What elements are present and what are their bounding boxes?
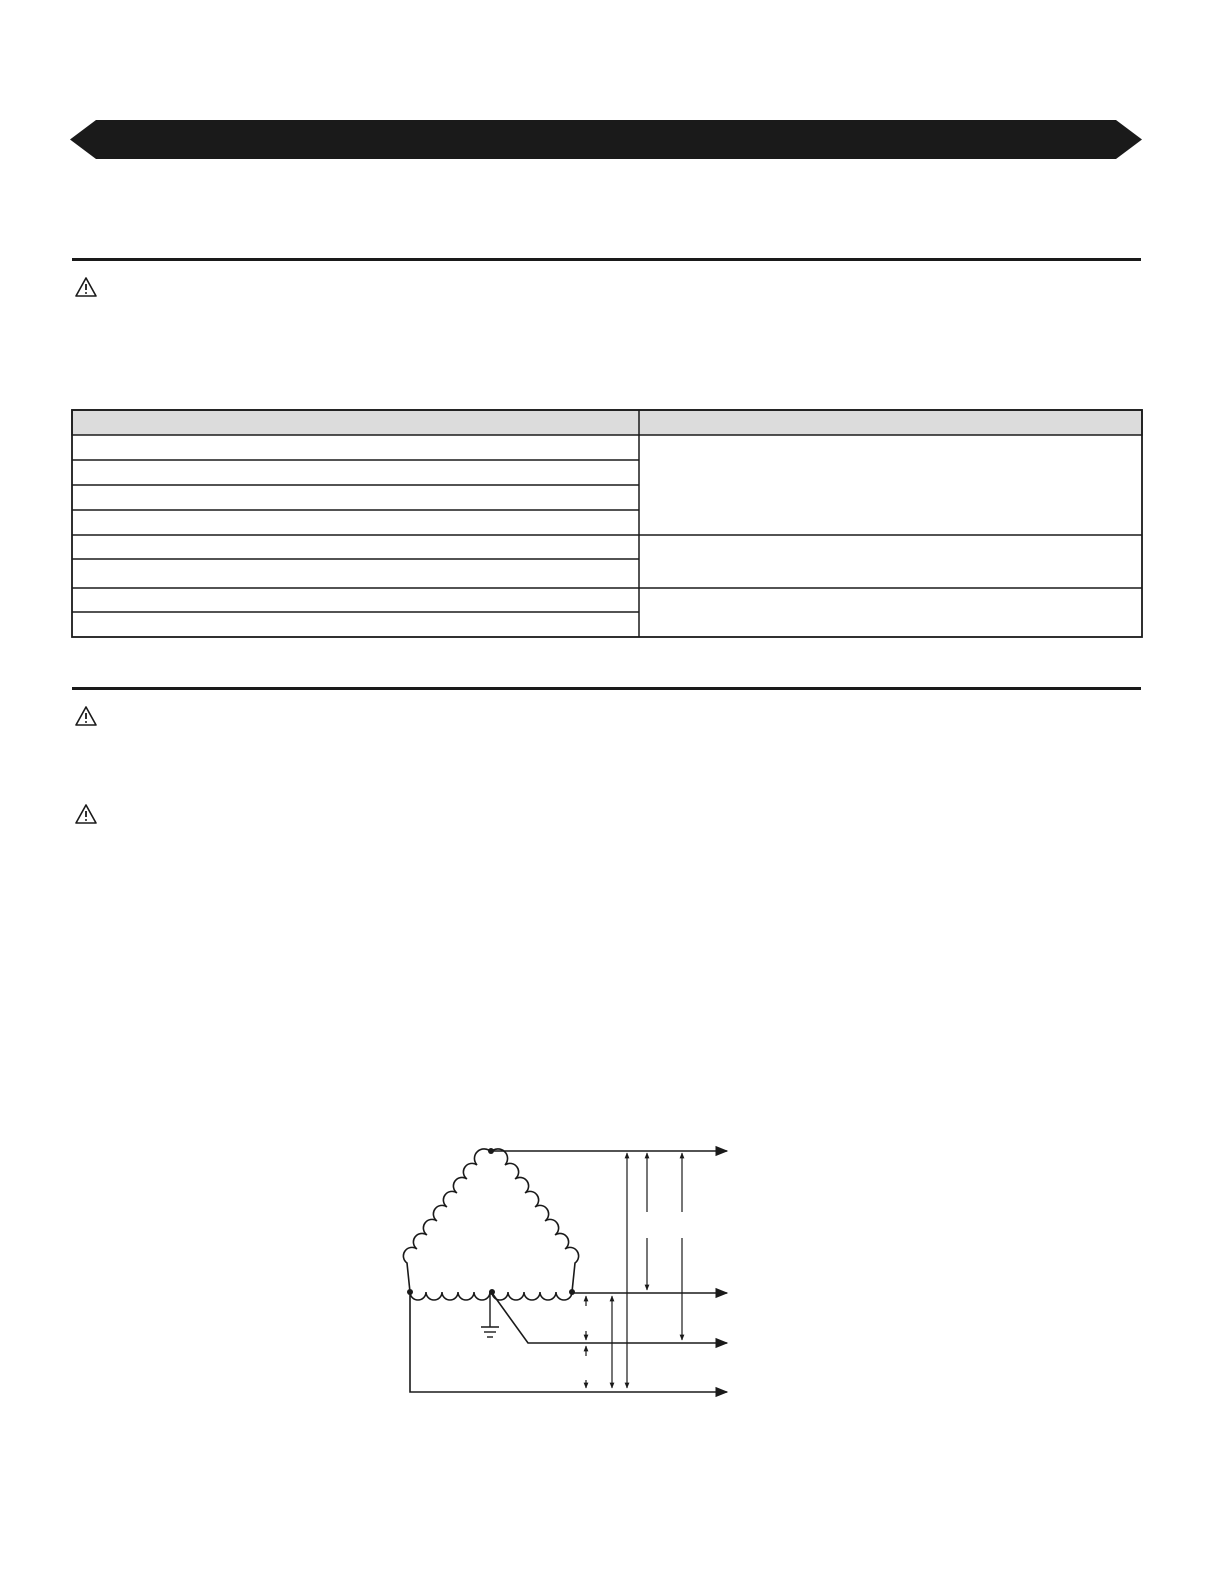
section-2-rule [72, 687, 1141, 690]
node-right [569, 1289, 575, 1295]
spec-table [71, 409, 1143, 638]
delta-wiring-diagram [398, 1138, 738, 1408]
section-1-rule [72, 258, 1141, 261]
section-banner [70, 120, 1142, 159]
delta-winding-right [491, 1149, 579, 1292]
warning-icon [74, 705, 98, 727]
table-header-row [72, 410, 1142, 435]
line-neutral [492, 1293, 727, 1343]
warning-icon [74, 276, 98, 298]
line-l3 [410, 1292, 727, 1392]
warning-icon [74, 803, 98, 825]
delta-winding-left [403, 1149, 491, 1292]
